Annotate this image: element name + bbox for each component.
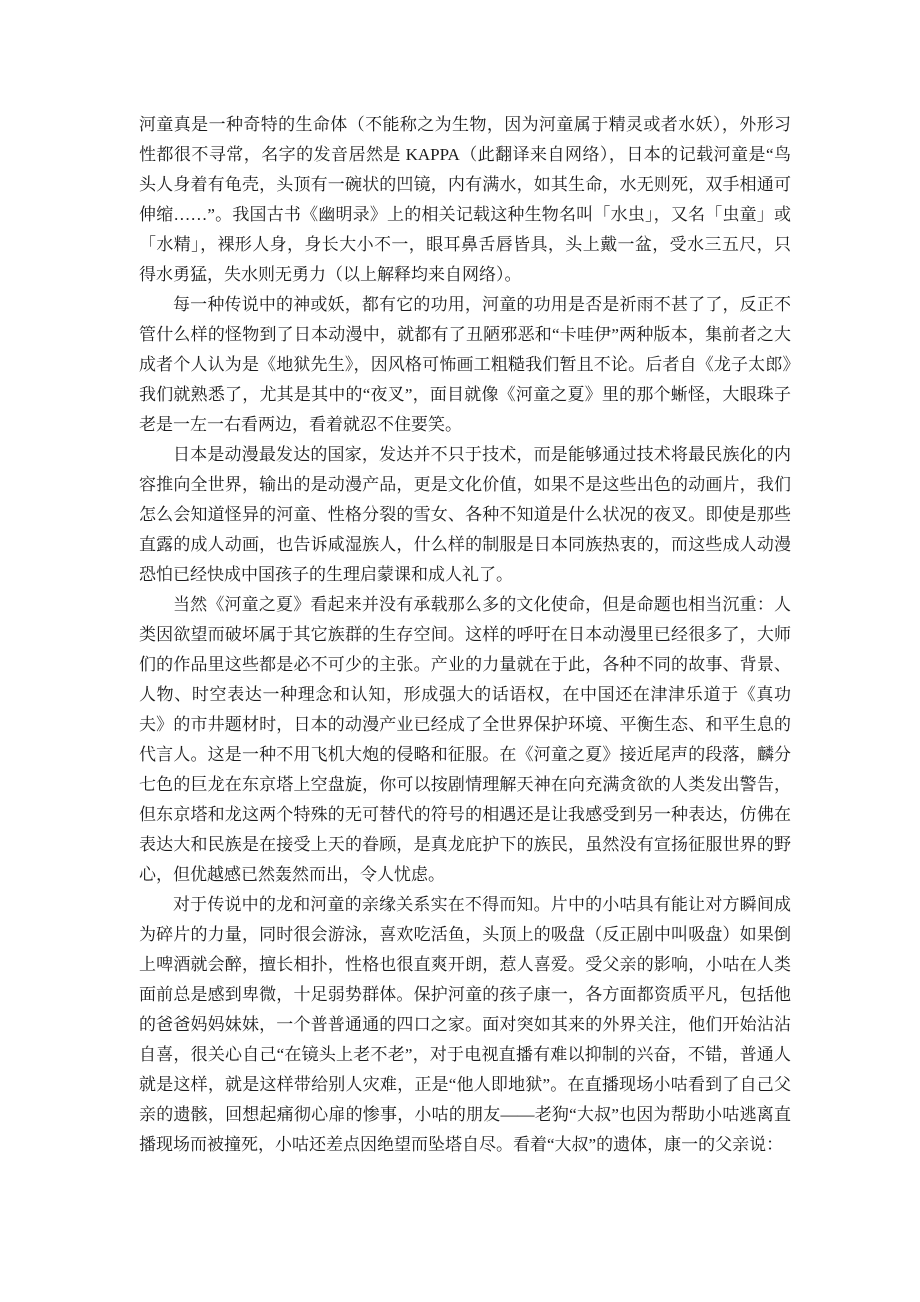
paragraph-japan-anime-culture: 日本是动漫最发达的国家，发达并不只于技术，而是能够通过技术将最民族化的内容推向全世界，输出的是动漫产品，更是文化价值，如果不是这些出色的动画片，我们怎么会知道怪异的河童、性格分裂的雪女、各种不知道是什么状况的夜叉。即使是那些直露的成人动画，也告诉咸湿族人，什么样的制服是日本同族热衷的，而这些成人动漫恐怕已经快成中国孩子的生理启蒙课和成人礼了。 [139,445,791,584]
paragraph-legend-function: 每一种传说中的神或妖，都有它的功用，河童的功用是否是祈雨不甚了了，反正不管什么样的怪物到了日本动漫中，就都有了丑陋邪恶和“卡哇伊”两种版本，集前者之大成者个人认为是《地狱先生》，因风格可怖画工粗糙我们暂且不论。后者自《龙子太郎》我们就熟悉了，尤其是其中的“夜叉”，面目就像《河童之夏》里的那个蜥怪，大眼珠子老是一左一右看两边，看着就忍不住要笑。 [139,295,791,434]
paragraph-coo-story: 对于传说中的龙和河童的亲缘关系实在不得而知。片中的小咕具有能让对方瞬间成为碎片的力量，同时很会游泳，喜欢吃活鱼，头顶上的吸盘（反正剧中叫吸盘）如果倒上啤酒就会醉，擅长相扑，性格也很直爽开朗，惹人喜爱。受父亲的影响，小咕在人类面前总是感到卑微，十足弱势群体。保护河童的孩子康一，各方面都资质平凡，包括他的爸爸妈妈妹妹，一个普普通通的四口之家。面对突如其来的外界关注，他们开始沾沾自喜，很关心自己“在镜头上老不老”，对于电视直播有难以抑制的兴奋，不错，普通人就是这样，就是这样带给别人灾难，正是“他人即地狱”。在直播现场小咕看到了自己父亲的遗骸，回想起痛彻心扉的惨事，小咕的朋友——老狗“大叔”也因为帮助小咕逃离直播现场而被撞死，小咕还差点因绝望而坠塔自尽。看着“大叔”的遗体，康一的父亲说： [139,895,791,1154]
document-body [139,110,791,1160]
paragraph-film-theme: 当然《河童之夏》看起来并没有承载那么多的文化使命，但是命题也相当沉重：人类因欲望而破坏属于其它族群的生存空间。这样的呼吁在日本动漫里已经很多了，大师们的作品里这些都是必不可少的主张。产业的力量就在于此，各种不同的故事、背景、人物、时空表达一种理念和认知，形成强大的话语权，在中国还在津津乐道于《真功夫》的市井题材时，日本的动漫产业已经成了全世界保护环境、平衡生态、和平生息的代言人。这是一种不用飞机大炮的侵略和征服。在《河童之夏》接近尾声的段落，麟分七色的巨龙在东京塔上空盘旋，你可以按剧情理解天神在向充满贪欲的人类发出警告，但东京塔和龙这两个特殊的无可替代的符号的相遇还是让我感受到另一种表达，仿佛在表达大和民族是在接受上天的眷顾，是真龙庇护下的族民，虽然没有宣扬征服世界的野心，但优越感已然轰然而出，令人忧虑。 [139,595,791,884]
paragraph-kappa-description: 河童真是一种奇特的生命体（不能称之为生物，因为河童属于精灵或者水妖），外形习性都很不寻常，名字的发音居然是 KAPPA（此翻译来自网络），日本的记载河童是“鸟头人身着有龟壳，头顶有一碗状的凹镜，内有满水，如其生命，水无则死，双手相通可伸缩……”。我国古书《幽明录》上的相关记载这种生物名叫「水虫」，又名「虫童」或「水精」，裸形人身，身长大小不一，眼耳鼻舌唇皆具，头上戴一盆，受水三五尺，只得水勇猛，失水则无勇力（以上解释均来自网络）。 [139,115,791,284]
